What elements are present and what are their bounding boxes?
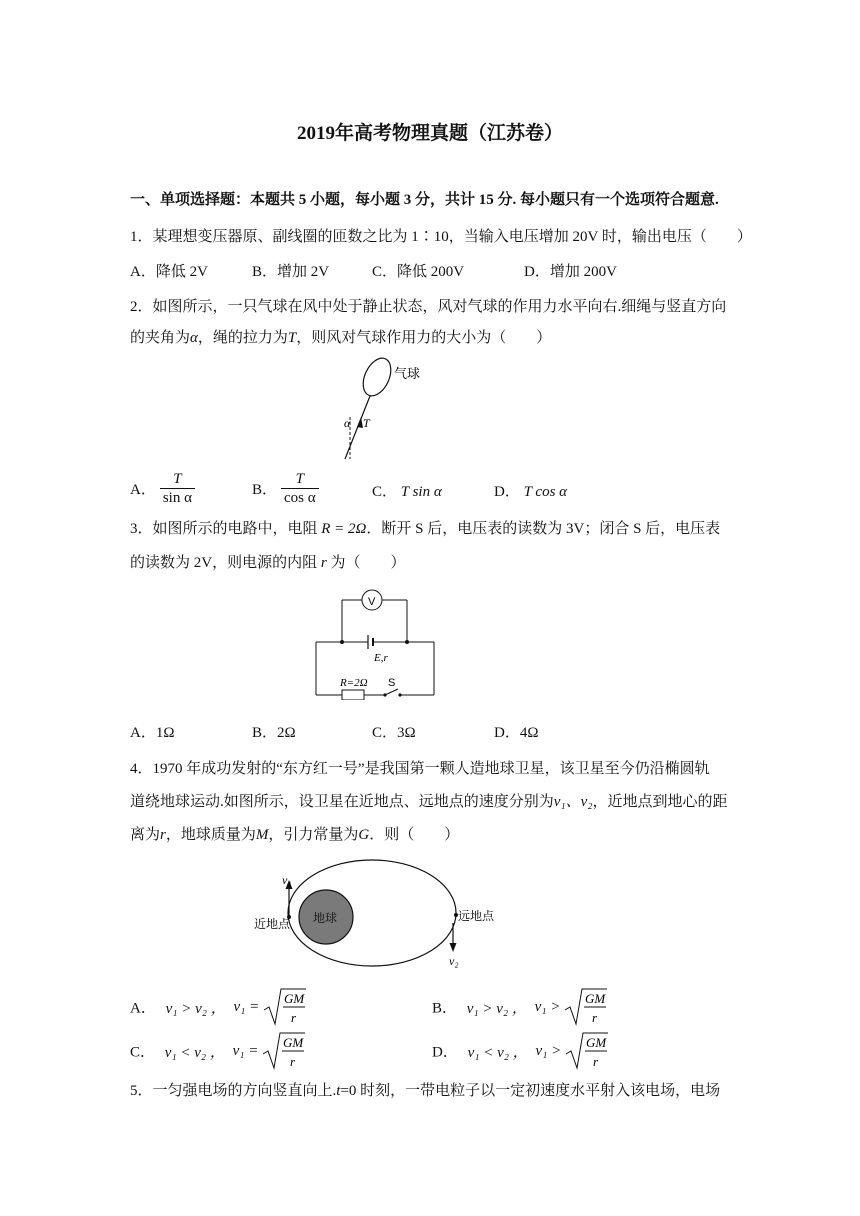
q3-option-c: C．3Ω — [372, 725, 416, 741]
svg-text:GM: GM — [283, 991, 305, 1006]
sqrt-symbol — [565, 1030, 609, 1072]
q1-option-a: A．降低 2V — [130, 264, 208, 280]
q2-option-a: A． $\frac{T}{\text{sin α}}$ — [130, 470, 199, 507]
svg-text:v₂: v₂ — [449, 954, 459, 968]
balloon-figure — [330, 355, 460, 465]
sqrt-symbol — [564, 986, 608, 1028]
q4-line3: 离为r，地球质量为M，引力常量为G．则（ ） — [130, 827, 460, 843]
sqrt-symbol — [262, 1030, 306, 1072]
q2-option-c: C． T sin α — [372, 484, 442, 500]
q3-option-b: B．2Ω — [252, 725, 296, 741]
q5-line1: 5．一匀强电场的方向竖直向上.t=0 时刻，一带电粒子以一定初速度水平射入该电场，电场 — [130, 1083, 721, 1099]
q2-line2: 的夹角为α，绳的拉力为T，则风对气球作用力的大小为（ ） — [130, 330, 552, 346]
svg-text:S: S — [388, 677, 396, 689]
q2-line1: 2．如图所示，一只气球在风中处于静止状态，风对气球的作用力水平向右.细绳与竖直方向 — [130, 299, 727, 315]
svg-text:v₁: v₁ — [282, 873, 292, 887]
svg-text:地球: 地球 — [313, 911, 338, 925]
q4-line2: 道绕地球运动.如图所示，设卫星在近地点、远地点的速度分别为v₁、v₂，近地点到地心的距 — [130, 794, 728, 810]
q1-option-c: C．降低 200V — [372, 264, 465, 280]
svg-text:GM: GM — [585, 1035, 607, 1050]
svg-text:V: V — [368, 596, 376, 608]
tension-label: T — [363, 416, 370, 430]
q4-line1: 4．1970 年成功发射的“东方红一号”是我国第一颗人造地球卫星，该卫星至今仍沿椭圆轨 — [130, 761, 710, 777]
q1-option-b: B．增加 2V — [252, 264, 330, 280]
q2-option-b: B． $\frac{T}{\text{cos α}}$ — [252, 470, 323, 507]
q4-option-c: C． v₁ < v₂ ， v₁ = GM r — [130, 1030, 306, 1072]
svg-text:GM: GM — [283, 1035, 304, 1050]
svg-text:r: r — [592, 1054, 599, 1069]
resistor-icon — [342, 690, 364, 700]
q3-line2: 的读数为 2V，则电源的内阻 r 为（ ） — [130, 555, 406, 571]
sqrt-symbol — [263, 986, 307, 1028]
q3-option-d: D．4Ω — [494, 725, 539, 741]
section-heading: 一、单项选择题：本题共 5 小题，每小题 3 分，共计 15 分. 每小题只有一个选项符合题意. — [130, 192, 719, 208]
svg-text:E,r: E,r — [374, 652, 388, 664]
svg-text:GM: GM — [585, 991, 606, 1006]
switch-icon — [385, 689, 398, 695]
svg-text:r: r — [290, 1010, 297, 1025]
orbit-figure — [250, 855, 510, 970]
q2-option-d: D． T cos α — [494, 484, 568, 500]
q4-option-a: A． v₁ > v₂ ， v₁ = GM r — [130, 986, 307, 1028]
q1-option-d: D．增加 200V — [524, 264, 617, 280]
circuit-figure — [310, 585, 440, 700]
q3-option-a: A．1Ω — [130, 725, 175, 741]
svg-text:近地点: 近地点 — [254, 917, 291, 931]
svg-text:R=2Ω: R=2Ω — [340, 677, 368, 689]
page-title: 2019年高考物理真题（江苏卷） — [296, 123, 563, 144]
q3-line1: 3．如图所示的电路中，电阻 R = 2Ω．断开 S 后，电压表的读数为 3V；闭合 S 后，电压表 — [130, 521, 721, 537]
svg-text:远地点: 远地点 — [458, 909, 495, 923]
svg-text:r: r — [592, 1010, 598, 1025]
svg-text:r: r — [290, 1054, 296, 1069]
balloon-label: 气球 — [394, 366, 421, 381]
q4-option-b: B． v₁ > v₂ ， v₁ > GM r — [432, 986, 608, 1028]
alpha-label: α — [344, 416, 351, 430]
q1-text: 1．某理想变压器原、副线圈的匝数之比为 1∶10，当输入电压增加 20V 时，输出电压（ ） — [130, 229, 752, 245]
q4-option-d: D． v₁ < v₂ ， v₁ > GM r — [432, 1030, 609, 1072]
